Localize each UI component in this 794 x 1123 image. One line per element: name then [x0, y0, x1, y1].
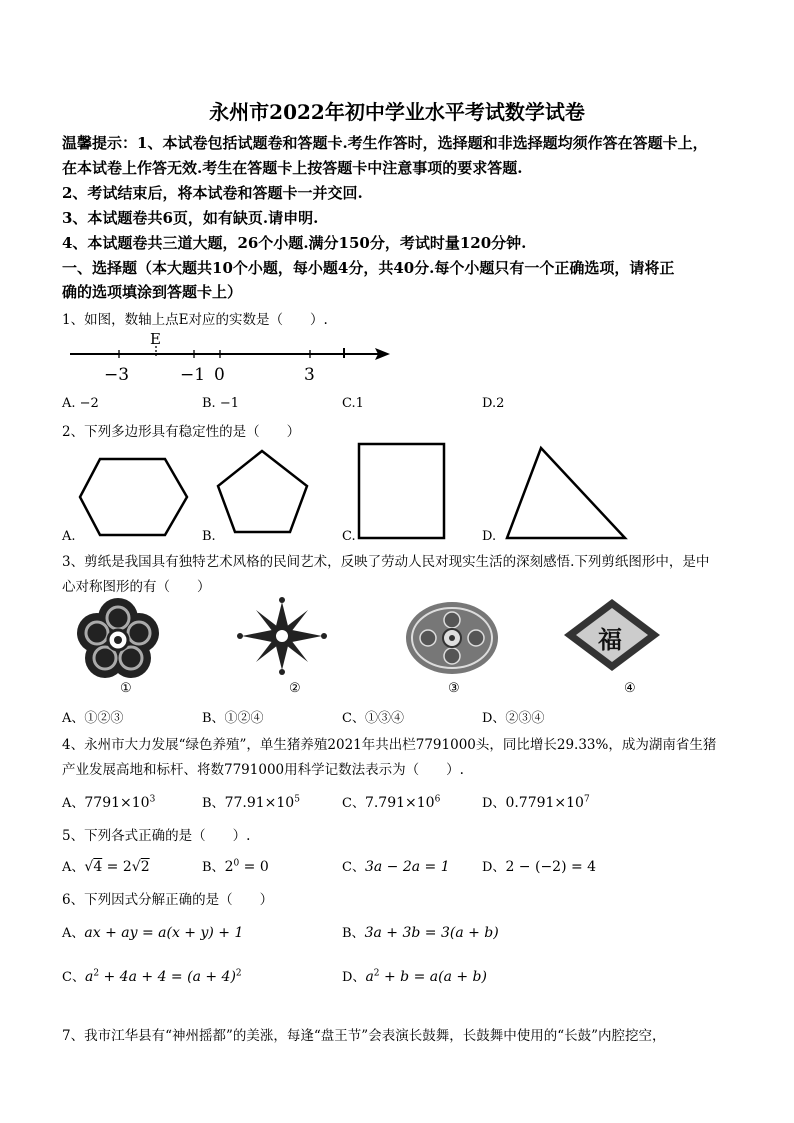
tick-label-neg3: −3 [104, 365, 130, 385]
q3-stem-line-2: 心对称图形的有（ ） [62, 579, 211, 595]
notice-line-1: 温馨提示：1、本试卷包括试题卷和答题卡.考生作答时，选择题和非选择题均须作答在答题卡上， [62, 134, 708, 152]
q2-stem: 2、下列多边形具有稳定性的是（ ） [62, 424, 301, 440]
q2-option-a: A. [62, 529, 76, 544]
tick-label-0: 0 [214, 365, 225, 385]
q3-stem-line-1: 3、剪纸是我国具有独特艺术风格的民间艺术，反映了劳动人民对现实生活的深刻感悟.下列剪纸图形中，是中 [62, 554, 710, 570]
q4-option-c: C、$7.791\times 10^6$ [342, 794, 441, 811]
q3-option-b: B、①②④ [202, 711, 264, 726]
q6-stem: 6、下列因式分解正确的是（ ） [62, 892, 274, 908]
papercut-flower-1 [77, 598, 159, 678]
q3-option-a: A、①②③ [62, 711, 124, 726]
section-heading-line-2: 确的选项填涂到答题卡上） [62, 283, 243, 301]
q4-option-d: D、$0.7791\times 10^7$ [482, 794, 590, 811]
figure-label-1: ① [120, 681, 132, 696]
tick-label-3: 3 [304, 365, 315, 385]
q5-option-c: C、3a − 2a = 1 [342, 859, 450, 875]
notice-line-4: 3、本试题卷共6页，如有缺页.请申明. [62, 209, 319, 227]
notice-line-2: 在本试卷上作答无效.考生在答题卡上按答题卡中注意事项的要求答题. [62, 159, 523, 177]
q4-option-a: A、$7791\times 10^3$ [62, 794, 156, 811]
q5-stem: 5、下列各式正确的是（ ）. [62, 828, 251, 844]
q4-stem-line-2: 产业发展高地和标杆、将数7791000用科学记数法表示为（ ）. [62, 762, 464, 778]
papercut-medallion-3 [406, 602, 498, 674]
q2-option-d: D. [482, 529, 497, 544]
q2-option-b: B. [202, 529, 216, 544]
figure-label-4: ④ [624, 681, 636, 696]
fu-character: 福 [598, 625, 622, 654]
tick-label-neg1: −1 [180, 365, 206, 385]
q5-option-a: A、√4 = 2√2 [62, 859, 150, 875]
papercut-starflower-2 [237, 597, 327, 675]
notice-line-3: 2、考试结束后，将本试卷和答题卡一并交回. [62, 184, 363, 202]
q1-stem: 1、如图，数轴上点E对应的实数是（ ）. [62, 312, 328, 328]
figure-label-2: ② [289, 681, 301, 696]
section-heading-line-1: 一、选择题（本大题共10个小题，每小题4分，共40分.每个小题只有一个正确选项，请将正 [62, 259, 675, 277]
q6-option-b: B、3a + 3b = 3(a + b) [342, 925, 499, 941]
q4-stem-line-1: 4、永州市大力发展“绿色养殖”，单生猪养殖2021年共出栏7791000头，同比增长29.33%，成为湖南省生猪 [62, 737, 717, 753]
q6-option-d: D、$a^2 + b = a(a + b)$ [342, 968, 487, 985]
q1-option-c: C.1 [342, 396, 364, 411]
q6-option-a: A、ax + ay = a(x + y) + 1 [62, 925, 244, 941]
q3-option-d: D、②③④ [482, 711, 545, 726]
q5-option-b: B、$2^0 = 0$ [202, 858, 269, 875]
q4-option-b: B、$77.91\times 10^5$ [202, 794, 300, 811]
notice-line-5: 4、本试题卷共三道大题，26个小题.满分150分，考试时量120分钟. [62, 234, 527, 252]
q1-option-b: B. −1 [202, 396, 239, 411]
q1-option-a: A. −2 [62, 396, 99, 411]
q5-option-d: D、2 − (−2) = 4 [482, 859, 597, 875]
figure-label-3: ③ [448, 681, 460, 696]
q3-option-c: C、①③④ [342, 711, 404, 726]
q7-stem: 7、我市江华县有“神州摇都”的美涨，每逢“盘王节”会表演长鼓舞，长鼓舞中使用的“长鼓”内腔挖空， [62, 1028, 666, 1044]
q6-option-c: C、$a^2 + 4a + 4 = (a + 4)^2$ [62, 968, 242, 985]
point-e-label: E [150, 330, 161, 348]
q1-option-d: D.2 [482, 396, 505, 411]
q2-option-c: C. [342, 529, 356, 544]
page-title: 永州市2022年初中学业水平考试数学试卷 [209, 100, 585, 124]
